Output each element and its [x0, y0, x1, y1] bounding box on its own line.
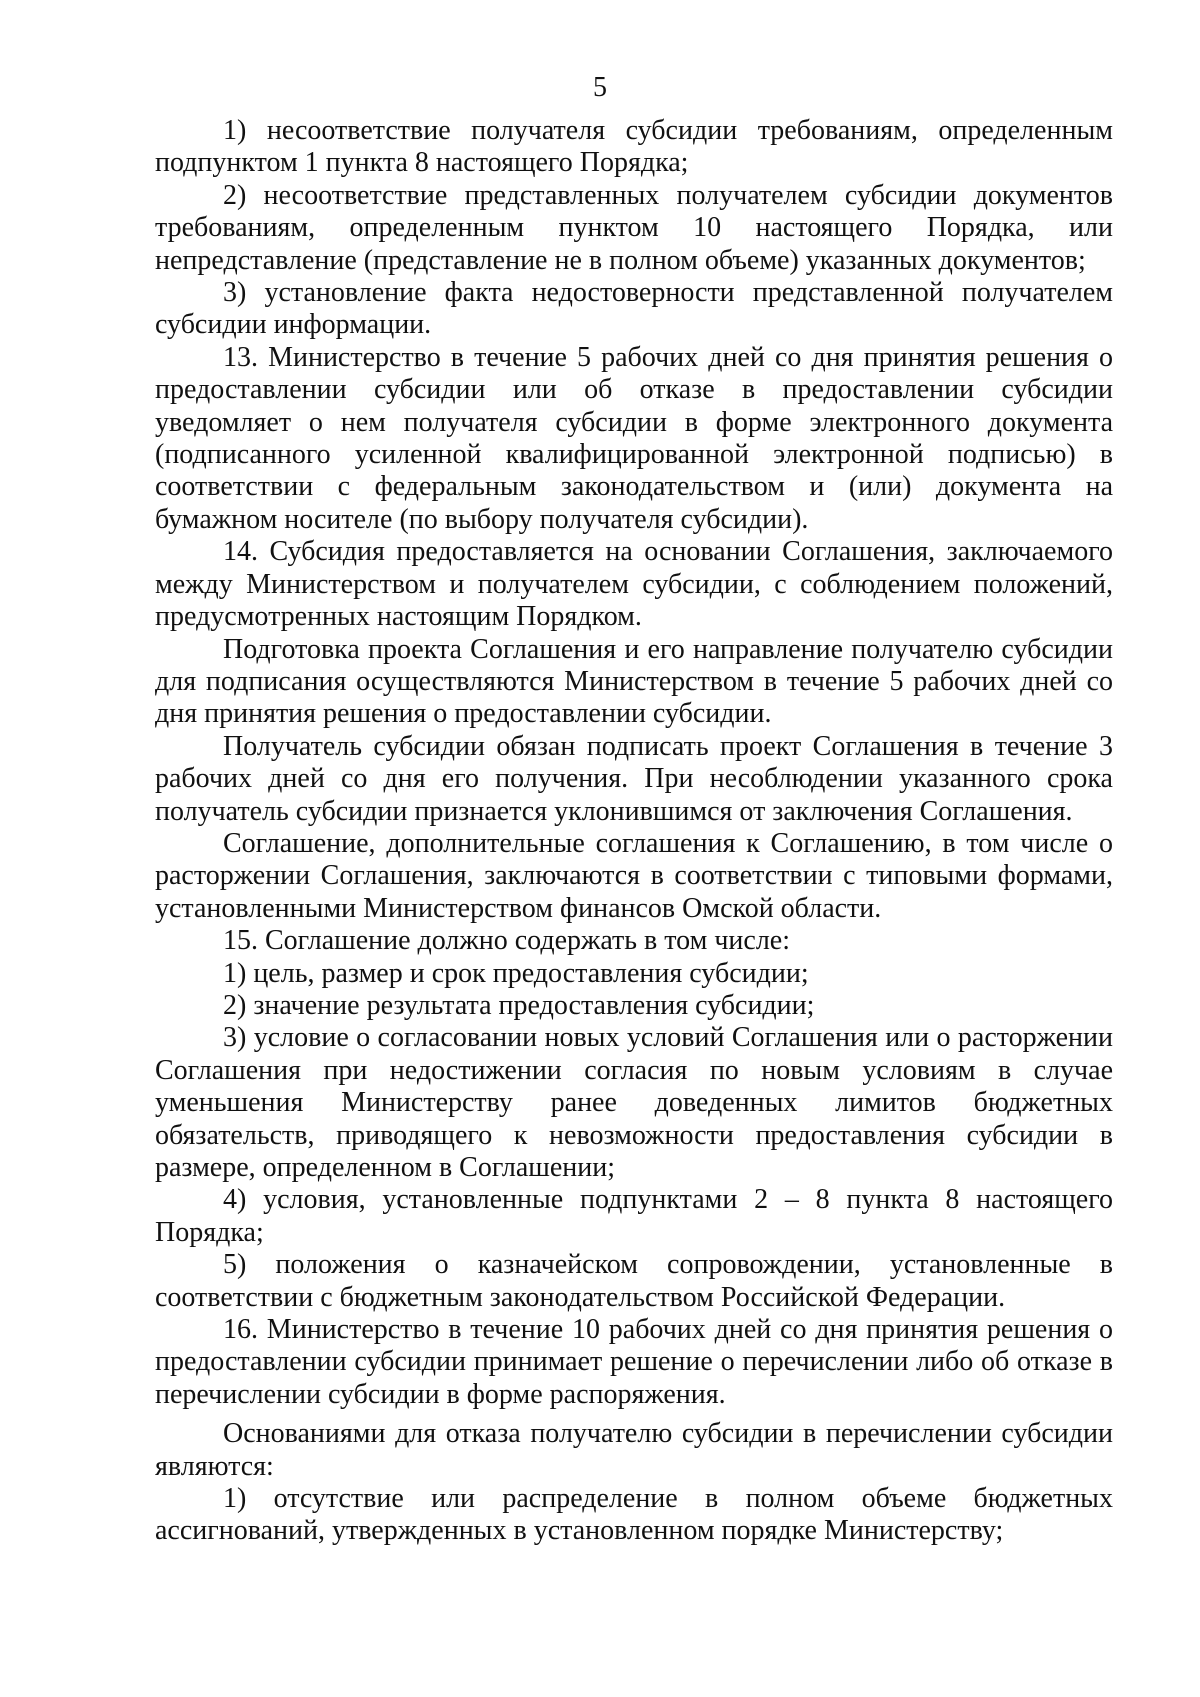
- page-number: 5: [593, 72, 607, 103]
- paragraph-2: 2) несоответствие представленных получателем субсидии документов требованиям, определенным пунктом 10 настоящего Порядка, или непредставление (представление не в полном объеме) указанных документов;: [155, 179, 1113, 276]
- paragraph-9: 15. Соглашение должно содержать в том числе:: [223, 925, 790, 957]
- paragraph-6: Подготовка проекта Соглашения и его направление получателю субсидии для подписания осуществляются Министерством в течение 5 рабочих дней со дня принятия решения о предоставлении субсидии.: [155, 633, 1113, 730]
- paragraph-16: Основаниями для отказа получателю субсидии в перечислении субсидии являются:: [155, 1418, 1113, 1482]
- paragraph-12: 3) условие о согласовании новых условий Соглашения или о расторжении Соглашения при недостижении согласия по новым условиям в случае уменьшения Министерству ранее доведенных лимитов бюджетных обязательств, приводящего к невозможности предоставления субсидии в размере, определенном в Соглашении;: [155, 1022, 1113, 1183]
- paragraph-15: 16. Министерство в течение 10 рабочих дней со дня принятия решения о предоставлении субсидии принимает решение о перечислении либо об отказе в перечислении субсидии в форме распоряжения.: [155, 1314, 1113, 1410]
- paragraph-5: 14. Субсидия предоставляется на основании Соглашения, заключаемого между Министерством и получателем субсидии, с соблюдением положений, предусмотренных настоящим Порядком.: [155, 536, 1113, 633]
- paragraph-17: 1) отсутствие или распределение в полном объеме бюджетных ассигнований, утвержденных в установленном порядке Министерству;: [155, 1483, 1113, 1547]
- paragraph-11: 2) значение результата предоставления субсидии;: [223, 989, 815, 1021]
- paragraph-1: 1) несоответствие получателя субсидии требованиям, определенным подпунктом 1 пункта 8 настоящего Порядка;: [155, 115, 1113, 179]
- paragraph-10: 1) цель, размер и срок предоставления субсидии;: [223, 957, 809, 989]
- paragraph-3: 3) установление факта недостоверности представленной получателем субсидии информации.: [155, 277, 1113, 341]
- paragraph-7: Получатель субсидии обязан подписать проект Соглашения в течение 3 рабочих дней со дня его получения. При несоблюдении указанного срока получатель субсидии признается уклонившимся от заключения Соглашения.: [155, 730, 1113, 827]
- document-body: [155, 115, 1113, 1548]
- paragraph-4: 13. Министерство в течение 5 рабочих дней со дня принятия решения о предоставлении субсидии или об отказе в предоставлении субсидии уведомляет о нем получателя субсидии в форме электронного документа (подписанного усиленной квалифицированной электронной подписью) в соответствии с федеральным законодательством и (или) документа на бумажном носителе (по выбору получателя субсидии).: [155, 341, 1113, 535]
- paragraph-8: Соглашение, дополнительные соглашения к Соглашению, в том числе о расторжении Соглашения, заключаются в соответствии с типовыми формами, установленными Министерством финансов Омской области.: [155, 827, 1113, 924]
- paragraph-14: 5) положения о казначейском сопровождении, установленные в соответствии с бюджетным законодательством Российской Федерации.: [155, 1249, 1113, 1313]
- paragraph-13: 4) условия, установленные подпунктами 2 – 8 пункта 8 настоящего Порядка;: [155, 1184, 1113, 1248]
